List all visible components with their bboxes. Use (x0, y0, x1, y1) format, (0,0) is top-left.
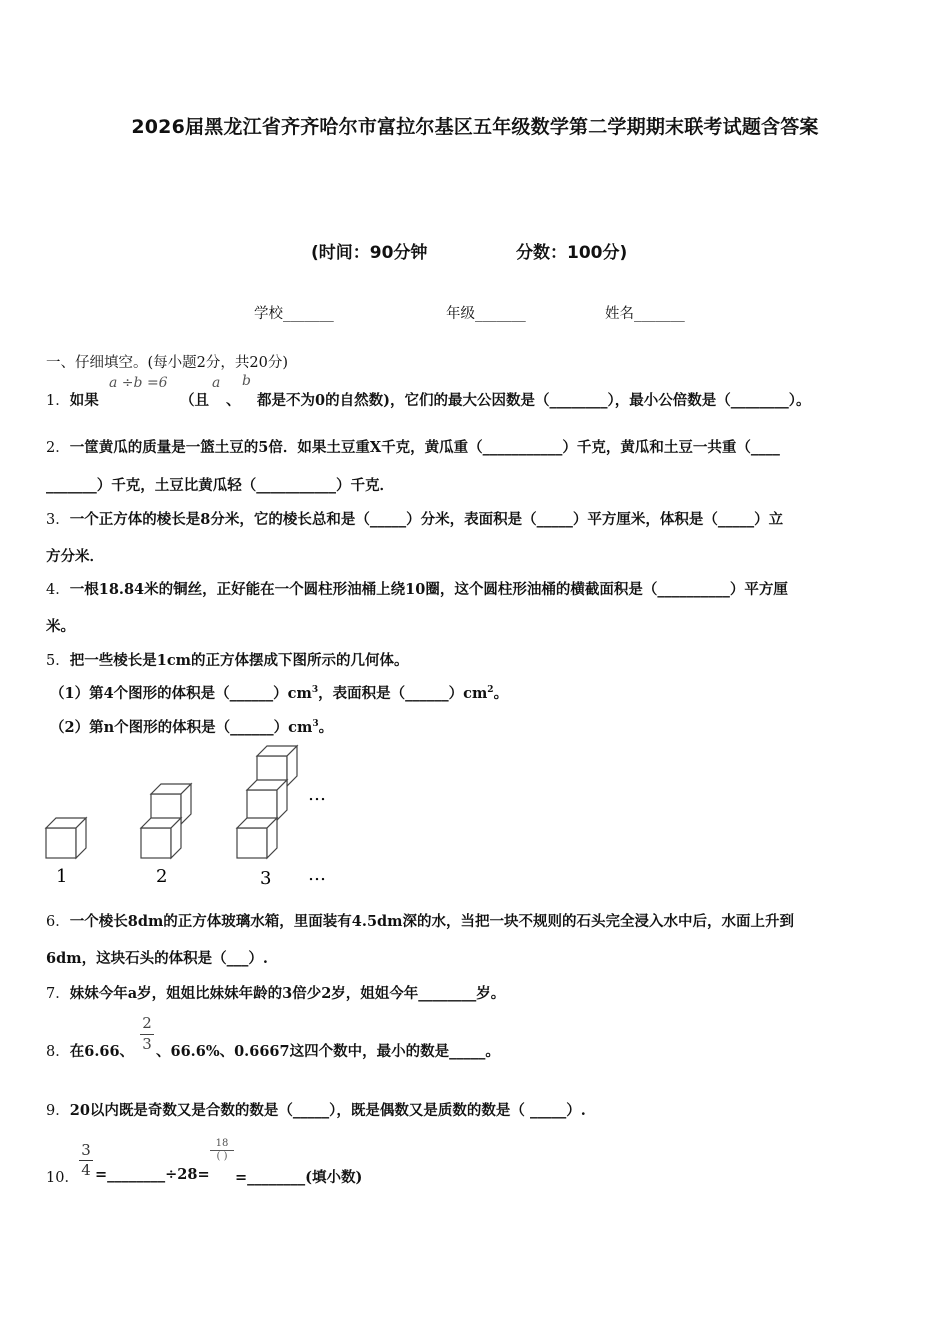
question-10-part2: =________(填小数) (235, 1169, 363, 1186)
fraction-two-thirds: 2 3 (140, 1014, 154, 1053)
question-number: 3． (46, 512, 70, 528)
name-field[interactable]: 姓名_______ (605, 306, 685, 322)
question-10 (46, 1166, 79, 1187)
formula-a-div-b: a ÷b =6 (109, 375, 168, 391)
var-a: a (212, 375, 221, 391)
question-8-rest: 、66.6%、0.6667这四个数中，最小的数是_____。 (156, 1043, 500, 1060)
question-number: 7． (46, 986, 70, 1002)
page-title: 2026届黑龙江省齐齐哈尔市富拉尔基区五年级数学第二学期期末联考试题含答案 (131, 116, 819, 138)
question-number: 2． (46, 440, 70, 456)
grade-field[interactable]: 年级_______ (446, 306, 526, 322)
question-3-line2: 方分米． (46, 548, 104, 565)
cube-stack-figure (40, 742, 340, 890)
question-2-line2: _______）千克，土豆比黄瓜轻（___________）千克． (46, 477, 394, 494)
question-7: 7．妹妹今年a岁，姐姐比妹妹年龄的3倍少2岁，姐姐今年________岁。 (46, 985, 506, 1002)
figure-label-1: 1 (56, 866, 68, 887)
question-10-part1: =________÷28= (95, 1166, 210, 1183)
question-5: 5．把一些棱长是1cm的正方体摆成下图所示的几何体。 (46, 652, 409, 669)
cube-figure-3 (237, 746, 307, 858)
ellipsis-top: … (308, 784, 326, 805)
exam-score: 分数：100分) (516, 243, 628, 263)
question-number: 1． (46, 393, 70, 409)
question-1: 1．如果 (46, 392, 99, 409)
question-number: 6． (46, 914, 70, 930)
figure-label-2: 2 (156, 866, 168, 887)
figure-label-3: 3 (260, 868, 272, 889)
cube-figure-1 (46, 818, 86, 858)
question-6-line2: 6dm，这块石头的体积是（___）. (46, 950, 268, 967)
fraction-18-over-blank: 18 ( ) (210, 1138, 234, 1162)
question-5-sub1: （1）第4个图形的体积是$(\_\_\_\_\_\_)cm^3$，表面积是$(\_\_\_\_\_\_)cm^2$。 (50, 685, 509, 702)
q1-text-rest: 都是不为0的自然数)，它们的最大公因数是（________），最小公倍数是（________）。 (257, 392, 811, 409)
question-number: 10． (46, 1170, 79, 1186)
question-number: 4． (46, 582, 70, 598)
question-number: 5． (46, 653, 70, 669)
school-field[interactable]: 学校_______ (254, 306, 334, 322)
q1-text-part: （且 (180, 392, 209, 409)
question-3: 3．一个正方体的棱长是8分米，它的棱长总和是（_____）分米，表面积是（_____）平方厘米，体积是（_____）立 (46, 511, 784, 528)
section-heading: 一、仔细填空。(每小题2分，共20分) (46, 355, 288, 371)
question-2: 2．一筐黄瓜的质量是一篮土豆的5倍．如果土豆重X千克，黄瓜重（___________）千克，黄瓜和土豆一共重（____ (46, 439, 780, 456)
question-5-sub2: （2）第n个图形的体积是$(\_\_\_\_\_\_)cm^3$。 (50, 719, 334, 736)
question-4-line2: 米。 (46, 618, 75, 635)
question-9: 9．20以内既是奇数又是合数的数是（_____），既是偶数又是质数的数是（ _____）. (46, 1102, 586, 1119)
question-8: 8．在6.66、 (46, 1043, 135, 1060)
q1-text-sep: 、 (226, 392, 241, 409)
question-number: 9． (46, 1103, 70, 1119)
fraction-three-fourths: 3 4 (79, 1141, 93, 1179)
exam-time: (时间：90分钟 (311, 243, 428, 263)
question-6: 6．一个棱长8dm的正方体玻璃水箱，里面装有4.5dm深的水，当把一块不规则的石头完全浸入水中后，水面上升到 (46, 913, 795, 930)
question-number: 8． (46, 1044, 70, 1060)
var-b: b (242, 373, 251, 389)
ellipsis-bottom: … (308, 864, 326, 885)
question-4: 4．一根18.84米的铜丝，正好能在一个圆柱形油桶上绕10圈，这个圆柱形油桶的横截面积是（__________）平方厘 (46, 581, 788, 598)
cube-figure-2 (141, 784, 191, 858)
